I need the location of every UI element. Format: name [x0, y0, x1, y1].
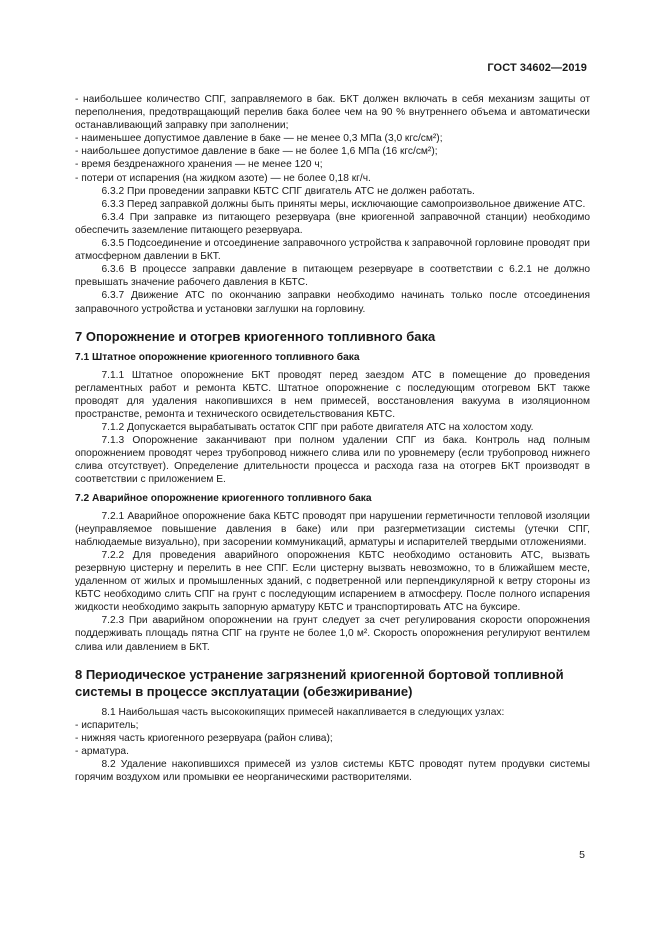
paragraph: - нижняя часть криогенного резервуара (район слива); — [75, 732, 333, 744]
paragraph: - наибольшее допустимое давление в баке — не более 1,6 МПа (16 кгс/см²); — [75, 146, 438, 158]
subsection-heading: 7.1 Штатное опорожнение криогенного топливного бака — [75, 351, 360, 363]
paragraph: 7.1.2 Допускается вырабатывать остаток СПГ при работе двигателя АТС на холостом ходу. — [101, 422, 534, 434]
paragraph: 8.2 Удаление накопившихся примесей из узлов системы КБТС проводят путем продувки системы горячим воздухом или промывки ее неорганическими растворителями. — [75, 759, 590, 784]
spacer — [75, 487, 590, 491]
paragraph: 6.3.2 При проведении заправки КБТС СПГ двигатель АТС не должен работать. — [101, 185, 475, 197]
section-heading: 8 Периодическое устранение загрязнений криогенной бортовой топливной системы в процессе эксплуатации (обезжиривание) — [75, 666, 564, 699]
paragraph: 6.3.5 Подсоединение и отсоединение заправочного устройства к заправочной горловине проводят при атмосферном давлении в БКТ. — [75, 238, 590, 263]
paragraph: - арматура. — [75, 745, 129, 757]
document-id: ГОСТ 34602—2019 — [487, 62, 587, 74]
subsection-heading: 7.2 Аварийное опорожнение криогенного топливного бака — [75, 492, 372, 504]
paragraph: 6.3.3 Перед заправкой должны быть приняты меры, исключающие самопроизвольное движение АТС. — [101, 198, 586, 210]
document-body — [75, 93, 590, 784]
paragraph: 7.2.3 При аварийном опорожнении на грунт следует за счет регулирования скорости опорожнения поддерживать площадь пятна СПГ на грунте не более 1,0 м². Скорость опорожнения регулируют вентилем слива или давлением в БКТ. — [75, 615, 590, 653]
paragraph: - испаритель; — [75, 719, 139, 731]
page-number: 5 — [579, 849, 585, 861]
paragraph: 7.1.3 Опорожнение заканчивают при полном удалении СПГ из бака. Контроль над полным опорожнением проводят через трубопровод нижнего слива или по уровнемеру (если трубопровод нижнего слива отсутствует). Определение длительности процесса и расхода газа на отогрев БКТ производят в соответствии с приложением Е. — [75, 435, 590, 486]
paragraph: 7.2.2 Для проведения аварийного опорожнения КБТС необходимо остановить АТС, вызвать резервную цистерну и перелить в нее СПГ. Если цистерну вызвать невозможно, то в ближайшем месте, удаленном от жилых и промышленных зданий, с подветренной или перпендикулярной к ветру стороны из КБТС необходимо слить СПГ на грунт с последующим испарением в атмосферу. После полного испарения жидкости необходимо закрыть запорную арматуру КБТС и транспортировать АТС на буксире. — [75, 549, 590, 614]
paragraph: - потери от испарения (на жидком азоте) — не более 0,18 кг/ч. — [75, 172, 371, 184]
paragraph: - наибольшее количество СПГ, заправляемого в бак. БКТ должен включать в себя механизм защиты от переполнения, предотвращающий перелив бака более чем на 90 % внутреннего объема и автоматически останавливающий заправку при заполнении; — [75, 94, 590, 132]
paragraph: 6.3.7 Движение АТС по окончанию заправки необходимо начинать только после отсоединения заправочного устройства и установки заглушки на горловину. — [75, 290, 590, 315]
paragraph: 6.3.6 В процессе заправки давление в питающем резервуаре в соответствии с 6.2.1 не должно превышать значение рабочего давления в КБТС. — [75, 264, 590, 289]
paragraph: 8.1 Наибольшая часть высококипящих примесей накапливается в следующих узлах: — [101, 706, 505, 718]
paragraph: - время бездренажного хранения — не менее 120 ч; — [75, 159, 323, 171]
paragraph: 7.1.1 Штатное опорожнение БКТ проводят перед заездом АТС в помещение до проведения регламентных работ и ремонта КБТС. Штатное опорожнение с последующим отогревом БКТ также проводят для удаления накопившихся в нем примесей, восстановления вакуума в изоляционном пространстве, ремонта и технического освидетельствования КБТС. — [75, 369, 590, 420]
section-heading: 7 Опорожнение и отогрев криогенного топливного бака — [75, 328, 436, 344]
paragraph: - наименьшее допустимое давление в баке — не менее 0,3 МПа (3,0 кгс/см²); — [75, 133, 443, 145]
paragraph: 6.3.4 При заправке из питающего резервуара (вне криогенной заправочной станции) необходимо обеспечить заземление питающего резервуара. — [75, 211, 590, 236]
paragraph: 7.2.1 Аварийное опорожнение бака КБТС проводят при нарушении герметичности тепловой изоляции (неуправляемое повышение давления в баке) или при разгерметизации системы (утечки СПГ, наблюдаемые визуально), при засорении коммуникаций, арматуры и испарителей твердыми отложениями. — [75, 510, 590, 548]
